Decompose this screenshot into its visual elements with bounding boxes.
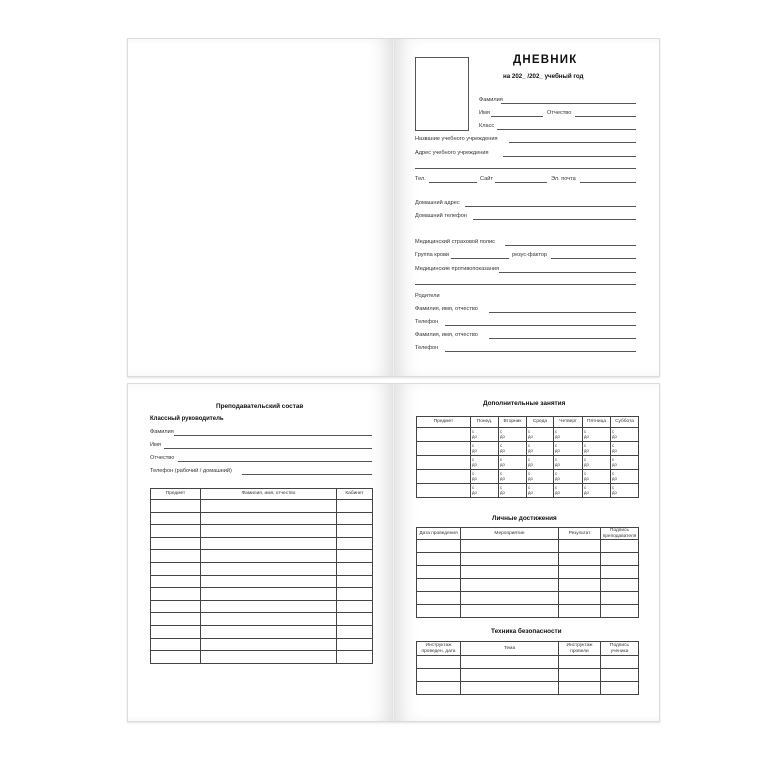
- table-cell: [151, 651, 201, 664]
- table-cell: [151, 537, 201, 550]
- from-label: с: [555, 428, 558, 434]
- teachers-page: [128, 384, 392, 721]
- school-name-label: Название учебного учреждения: [415, 136, 498, 142]
- table-cell: [201, 500, 337, 513]
- table-cell: [151, 600, 201, 613]
- time-cell: [471, 470, 499, 484]
- table-cell: [151, 525, 201, 538]
- table-cell: [337, 575, 373, 588]
- to-label: до: [555, 489, 560, 495]
- time-cell: [499, 428, 527, 442]
- table-cell: [559, 682, 601, 695]
- teachers-col-subject: Предмет: [151, 489, 201, 500]
- subject-cell: [417, 442, 471, 456]
- from-label: с: [472, 428, 475, 434]
- table-cell: [201, 537, 337, 550]
- extra-col-fri: Пятница: [583, 417, 611, 428]
- time-cell: [471, 456, 499, 470]
- time-cell: [527, 442, 554, 456]
- class-teacher-heading: Классный руководитель: [150, 416, 224, 422]
- safety-title: Техника безопасности: [491, 628, 562, 635]
- teachers-table-row: [151, 500, 373, 513]
- time-cell: [611, 484, 639, 498]
- table-cell: [559, 540, 601, 553]
- insurance-label: Медицинский страховой полис: [415, 239, 495, 245]
- table-cell: [417, 592, 461, 605]
- table-cell: [201, 525, 337, 538]
- to-label: до: [528, 433, 533, 439]
- to-label: до: [584, 461, 589, 467]
- table-cell: [559, 656, 601, 669]
- parent2-name-label: Фамилия, имя, отчество: [415, 332, 478, 338]
- to-label: до: [528, 489, 533, 495]
- to-label: до: [555, 475, 560, 481]
- from-label: с: [555, 470, 558, 476]
- table-cell: [337, 625, 373, 638]
- time-cell: [583, 484, 611, 498]
- to-label: до: [555, 433, 560, 439]
- subject-cell: [417, 470, 471, 484]
- school-address-line-2: [415, 168, 636, 169]
- class-label: Класс: [479, 123, 495, 129]
- site-label: Сайт: [480, 176, 493, 182]
- parent2-phone-label: Телефон: [415, 345, 439, 351]
- to-label: до: [500, 461, 505, 467]
- phone-line: [429, 182, 477, 183]
- parent2-phone-line: [445, 351, 636, 352]
- achievements-table-row: [417, 566, 639, 579]
- teachers-table-row: [151, 550, 373, 563]
- time-cell: [554, 428, 583, 442]
- safety-col-date: Инструктаж проведен, дата: [417, 642, 461, 656]
- time-cell: [527, 470, 554, 484]
- safety-col-topic: Тема: [461, 642, 559, 656]
- table-cell: [201, 550, 337, 563]
- home-address-label: Домашний адрес: [415, 200, 460, 206]
- to-label: до: [472, 447, 477, 453]
- time-cell: [583, 456, 611, 470]
- teachers-title: Преподавательский состав: [216, 403, 304, 410]
- table-cell: [601, 682, 639, 695]
- achievements-table: [416, 527, 639, 618]
- table-cell: [417, 540, 461, 553]
- table-cell: [337, 600, 373, 613]
- parent1-phone-label: Телефон: [415, 319, 439, 325]
- time-cell: [471, 484, 499, 498]
- to-label: до: [500, 475, 505, 481]
- teachers-table-row: [151, 638, 373, 651]
- table-cell: [337, 651, 373, 664]
- diary-cover-page: [395, 39, 659, 376]
- extra-col-wed: Среда: [527, 417, 554, 428]
- table-cell: [417, 682, 461, 695]
- time-cell: [527, 484, 554, 498]
- time-cell: [583, 428, 611, 442]
- teachers-table-row: [151, 562, 373, 575]
- from-label: с: [528, 484, 531, 490]
- time-cell: [611, 428, 639, 442]
- to-label: до: [528, 447, 533, 453]
- table-cell: [601, 553, 639, 566]
- extra-classes-table: [416, 416, 639, 498]
- teachers-table-row: [151, 512, 373, 525]
- table-cell: [559, 592, 601, 605]
- to-label: до: [612, 447, 617, 453]
- time-cell: [471, 428, 499, 442]
- extra-classes-row: [417, 442, 639, 456]
- time-cell: [583, 442, 611, 456]
- teachers-table-row: [151, 588, 373, 601]
- table-cell: [461, 592, 559, 605]
- teachers-table-row: [151, 537, 373, 550]
- table-cell: [337, 638, 373, 651]
- table-cell: [201, 625, 337, 638]
- from-label: с: [500, 456, 503, 462]
- home-phone-label: Домашний телефон: [415, 213, 467, 219]
- time-cell: [527, 428, 554, 442]
- extra-col-sat: Суббота: [611, 417, 639, 428]
- table-cell: [201, 613, 337, 626]
- from-label: с: [612, 456, 615, 462]
- school-name-line: [509, 142, 636, 143]
- bottom-spread: [127, 383, 660, 722]
- time-cell: [611, 456, 639, 470]
- parent2-name-line: [489, 338, 636, 339]
- time-cell: [499, 456, 527, 470]
- teachers-col-fio: Фамилия, имя, отчество: [201, 489, 337, 500]
- table-cell: [559, 566, 601, 579]
- table-cell: [337, 500, 373, 513]
- achievements-col-result: Результат: [559, 528, 601, 540]
- from-label: с: [528, 470, 531, 476]
- from-label: с: [528, 442, 531, 448]
- achievements-table-row: [417, 553, 639, 566]
- table-cell: [151, 625, 201, 638]
- safety-table-row: [417, 669, 639, 682]
- diary-title: ДНЕВНИК: [513, 54, 578, 66]
- table-cell: [559, 579, 601, 592]
- to-label: до: [584, 489, 589, 495]
- achievements-table-row: [417, 579, 639, 592]
- blank-inside-cover: [128, 39, 392, 376]
- patronymic-line: [575, 116, 636, 117]
- table-cell: [559, 553, 601, 566]
- to-label: до: [500, 433, 505, 439]
- table-cell: [601, 566, 639, 579]
- table-cell: [151, 550, 201, 563]
- surname-line: [501, 103, 636, 104]
- to-label: до: [528, 461, 533, 467]
- to-label: до: [612, 433, 617, 439]
- from-label: с: [472, 484, 475, 490]
- extra-classes-title: Дополнительные занятия: [483, 400, 566, 407]
- to-label: до: [500, 489, 505, 495]
- teacher-name-label: Имя: [150, 442, 161, 448]
- table-cell: [201, 638, 337, 651]
- school-address-line: [503, 156, 636, 157]
- extra-classes-row: [417, 470, 639, 484]
- from-label: с: [500, 484, 503, 490]
- table-cell: [201, 600, 337, 613]
- time-cell: [554, 456, 583, 470]
- table-cell: [151, 638, 201, 651]
- parents-label: Родители: [415, 293, 440, 299]
- extra-col-subject: Предмет: [417, 417, 471, 428]
- time-cell: [499, 442, 527, 456]
- photo-placeholder: [415, 57, 469, 131]
- table-cell: [201, 575, 337, 588]
- table-cell: [417, 656, 461, 669]
- table-cell: [337, 525, 373, 538]
- top-spread: [127, 38, 660, 377]
- table-cell: [337, 550, 373, 563]
- safety-table-row: [417, 656, 639, 669]
- from-label: с: [528, 428, 531, 434]
- to-label: до: [472, 461, 477, 467]
- time-cell: [611, 442, 639, 456]
- extra-classes-row: [417, 456, 639, 470]
- to-label: до: [472, 489, 477, 495]
- to-label: до: [612, 461, 617, 467]
- patronymic-label: Отчество: [547, 110, 572, 116]
- achievements-title: Личные достижения: [492, 515, 557, 522]
- from-label: с: [472, 470, 475, 476]
- table-cell: [151, 575, 201, 588]
- parent1-name-label: Фамилия, имя, отчество: [415, 306, 478, 312]
- teachers-table-row: [151, 651, 373, 664]
- to-label: до: [584, 433, 589, 439]
- to-label: до: [528, 475, 533, 481]
- subject-cell: [417, 456, 471, 470]
- teacher-phone-line: [242, 474, 372, 475]
- from-label: с: [555, 456, 558, 462]
- time-cell: [554, 442, 583, 456]
- surname-label: Фамилия: [479, 97, 503, 103]
- table-cell: [559, 669, 601, 682]
- subject-cell: [417, 428, 471, 442]
- from-label: с: [472, 456, 475, 462]
- contraindications-label: Медицинские противопоказания: [415, 266, 500, 272]
- achievements-col-signature: Подпись преподавателя: [601, 528, 639, 540]
- to-label: до: [472, 433, 477, 439]
- time-cell: [611, 470, 639, 484]
- to-label: до: [612, 489, 617, 495]
- contraindications-line-2: [415, 284, 636, 285]
- time-cell: [471, 442, 499, 456]
- table-cell: [461, 566, 559, 579]
- extra-col-mon: Понед.: [471, 417, 499, 428]
- table-cell: [601, 656, 639, 669]
- email-label: Эл. почта: [551, 176, 576, 182]
- table-cell: [461, 540, 559, 553]
- achievements-col-event: Мероприятие: [461, 528, 559, 540]
- from-label: с: [472, 442, 475, 448]
- teacher-name-line: [164, 448, 372, 449]
- safety-table-row: [417, 682, 639, 695]
- from-label: с: [612, 470, 615, 476]
- from-label: с: [612, 428, 615, 434]
- activities-page: [395, 384, 659, 721]
- from-label: с: [584, 442, 587, 448]
- table-cell: [461, 605, 559, 618]
- class-line: [497, 129, 636, 130]
- teacher-surname-label: Фамилия: [150, 429, 174, 435]
- from-label: с: [584, 456, 587, 462]
- table-cell: [601, 540, 639, 553]
- time-cell: [499, 470, 527, 484]
- teachers-table-row: [151, 575, 373, 588]
- home-phone-line: [473, 219, 636, 220]
- email-line: [580, 182, 636, 183]
- table-cell: [417, 605, 461, 618]
- safety-col-signature: Подпись ученика: [601, 642, 639, 656]
- extra-col-thu: Четверг: [554, 417, 583, 428]
- from-label: с: [528, 456, 531, 462]
- contraindications-line: [499, 272, 636, 273]
- from-label: с: [584, 470, 587, 476]
- from-label: с: [500, 428, 503, 434]
- achievements-col-date: Дата проведения: [417, 528, 461, 540]
- school-year-line: на 202_ /202_ учебный год: [503, 73, 584, 80]
- from-label: с: [584, 428, 587, 434]
- time-cell: [527, 456, 554, 470]
- teachers-table-row: [151, 525, 373, 538]
- parent1-name-line: [489, 312, 636, 313]
- extra-col-tue: Вторник: [499, 417, 527, 428]
- teacher-patronymic-line: [178, 461, 372, 462]
- name-line: [491, 116, 543, 117]
- table-cell: [201, 651, 337, 664]
- safety-col-instructor: Инструктаж провели: [559, 642, 601, 656]
- school-address-label: Адрес учебного учреждения: [415, 150, 489, 156]
- table-cell: [201, 588, 337, 601]
- table-cell: [337, 537, 373, 550]
- achievements-table-row: [417, 540, 639, 553]
- table-cell: [601, 605, 639, 618]
- to-label: до: [584, 475, 589, 481]
- teacher-patronymic-label: Отчество: [150, 455, 175, 461]
- teachers-table: [150, 488, 373, 664]
- table-cell: [151, 562, 201, 575]
- table-cell: [417, 553, 461, 566]
- table-cell: [461, 656, 559, 669]
- to-label: до: [612, 475, 617, 481]
- table-cell: [151, 512, 201, 525]
- phone-label: Тел.: [415, 176, 426, 182]
- table-cell: [461, 669, 559, 682]
- parent1-phone-line: [445, 325, 636, 326]
- from-label: с: [500, 442, 503, 448]
- insurance-line: [505, 245, 636, 246]
- table-cell: [337, 588, 373, 601]
- from-label: с: [500, 470, 503, 476]
- table-cell: [461, 682, 559, 695]
- to-label: до: [472, 475, 477, 481]
- to-label: до: [500, 447, 505, 453]
- table-cell: [151, 613, 201, 626]
- rh-factor-label: резус-фактор: [512, 252, 547, 258]
- table-cell: [601, 579, 639, 592]
- table-cell: [417, 566, 461, 579]
- extra-classes-row: [417, 428, 639, 442]
- table-cell: [601, 592, 639, 605]
- table-cell: [201, 512, 337, 525]
- table-cell: [417, 669, 461, 682]
- table-cell: [461, 553, 559, 566]
- teachers-col-room: Кабинет: [337, 489, 373, 500]
- table-cell: [151, 588, 201, 601]
- teachers-table-row: [151, 625, 373, 638]
- site-line: [495, 182, 547, 183]
- to-label: до: [555, 461, 560, 467]
- time-cell: [554, 484, 583, 498]
- time-cell: [499, 484, 527, 498]
- blood-group-line: [451, 258, 509, 259]
- blood-group-label: Группа крови: [415, 252, 450, 258]
- time-cell: [583, 470, 611, 484]
- from-label: с: [584, 484, 587, 490]
- from-label: с: [612, 484, 615, 490]
- teachers-table-row: [151, 613, 373, 626]
- table-cell: [337, 512, 373, 525]
- table-cell: [201, 562, 337, 575]
- rh-factor-line: [551, 258, 636, 259]
- name-label: Имя: [479, 110, 490, 116]
- achievements-table-row: [417, 592, 639, 605]
- table-cell: [337, 562, 373, 575]
- teachers-table-row: [151, 600, 373, 613]
- home-address-line: [465, 206, 636, 207]
- table-cell: [601, 669, 639, 682]
- from-label: с: [555, 442, 558, 448]
- extra-classes-row: [417, 484, 639, 498]
- from-label: с: [612, 442, 615, 448]
- from-label: с: [555, 484, 558, 490]
- table-cell: [337, 613, 373, 626]
- time-cell: [554, 470, 583, 484]
- achievements-table-row: [417, 605, 639, 618]
- table-cell: [461, 579, 559, 592]
- subject-cell: [417, 484, 471, 498]
- table-cell: [417, 579, 461, 592]
- to-label: до: [584, 447, 589, 453]
- safety-table: [416, 641, 639, 695]
- to-label: до: [555, 447, 560, 453]
- teacher-phone-label: Телефон (рабочий / домашний): [150, 468, 232, 474]
- table-cell: [559, 605, 601, 618]
- teacher-surname-line: [174, 435, 372, 436]
- table-cell: [151, 500, 201, 513]
